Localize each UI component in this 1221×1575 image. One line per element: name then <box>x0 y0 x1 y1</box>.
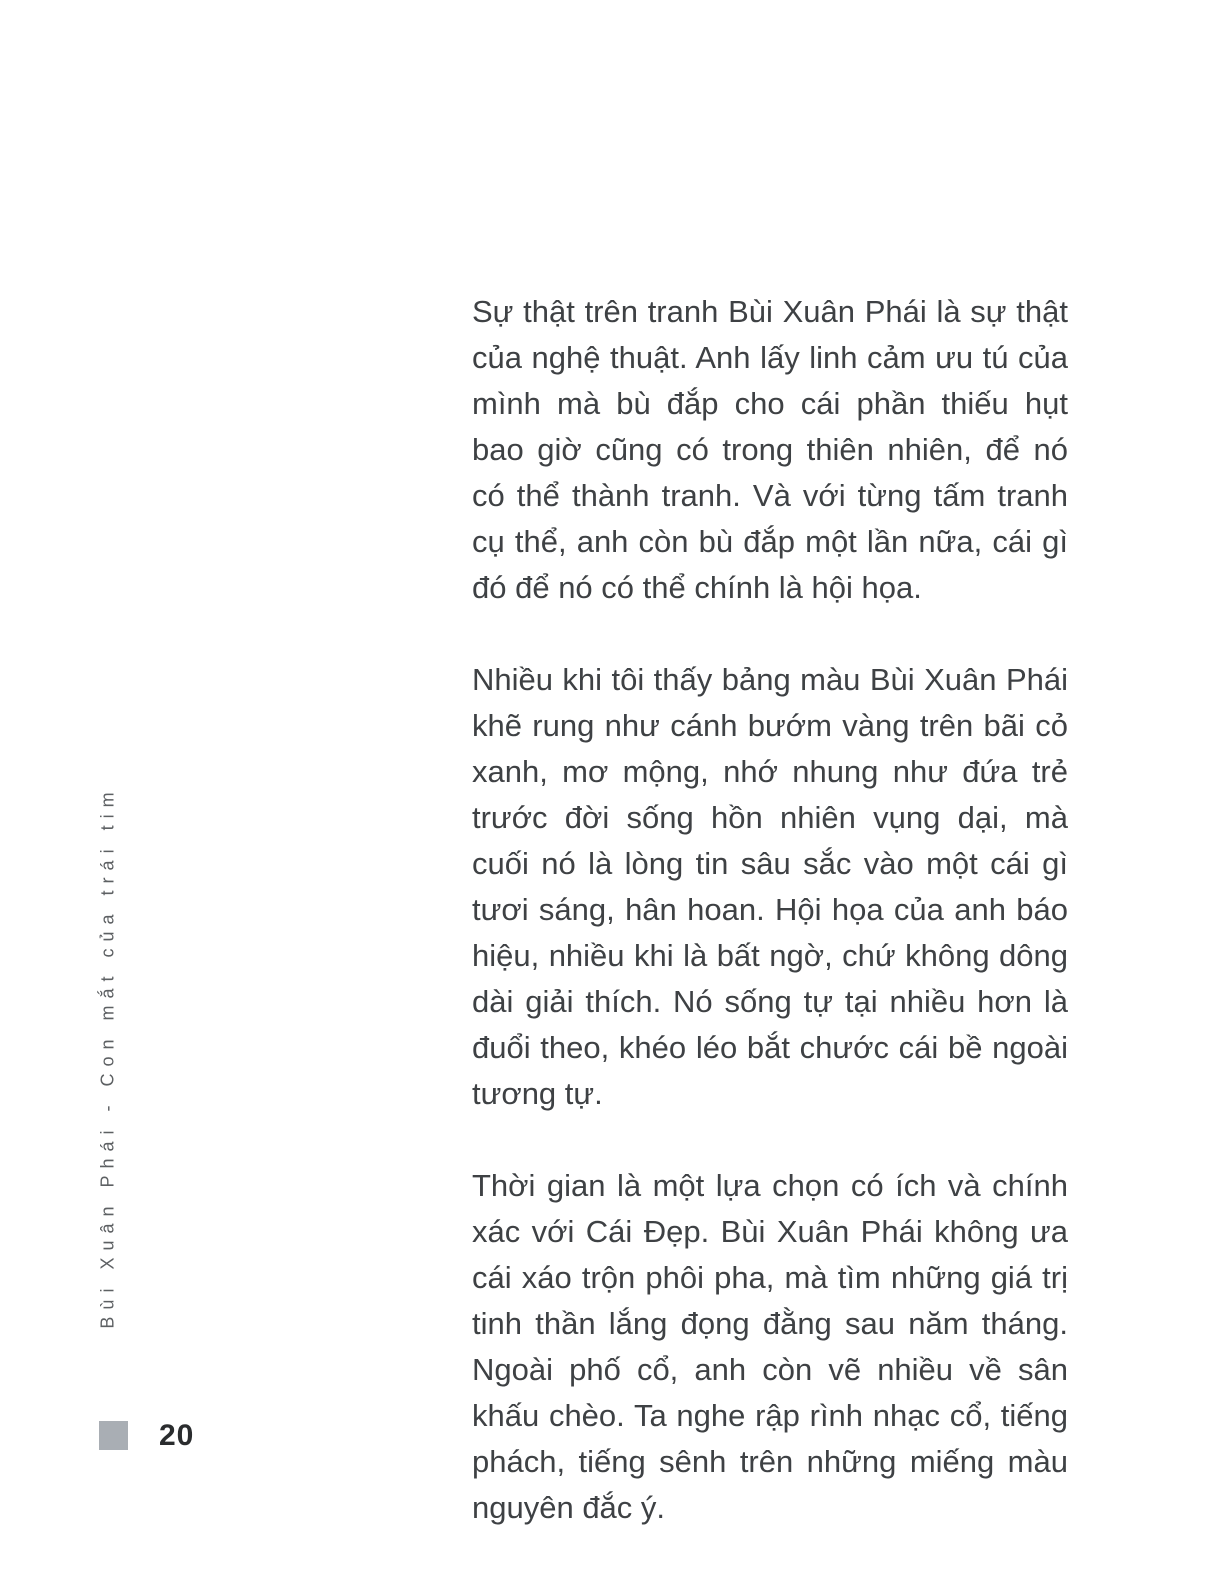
footer-decorative-square <box>99 1421 128 1450</box>
book-title-vertical: Bùi Xuân Phái - Con mắt của trái tim <box>97 785 118 1329</box>
body-text-block <box>472 289 1068 1531</box>
paragraph-3: Thời gian là một lựa chọn có ích và chính xác với Cái Đẹp. Bùi Xuân Phái không ưa cái xáo trộn phôi pha, mà tìm những giá trị tinh thần lắng đọng đằng sau năm tháng. Ngoài phố cổ, anh còn vẽ nhiều về sân khấu chèo. Ta nghe rập rình nhạc cổ, tiếng phách, tiếng sênh trên những miếng màu nguyên đắc ý. <box>472 1168 1068 1525</box>
paragraph-2: Nhiều khi tôi thấy bảng màu Bùi Xuân Phái khẽ rung như cánh bướm vàng trên bãi cỏ xanh, mơ mộng, nhớ nhung như đứa trẻ trước đời sống hồn nhiên vụng dại, mà cuối nó là lòng tin sâu sắc vào một cái gì tươi sáng, hân hoan. Hội họa của anh báo hiệu, nhiều khi là bất ngờ, chứ không dông dài giải thích. Nó sống tự tại nhiều hơn là đuổi theo, khéo léo bắt chước cái bề ngoài tương tự. <box>472 662 1068 1111</box>
page-footer <box>99 1421 194 1450</box>
page-number: 20 <box>159 1419 195 1452</box>
paragraph-1: Sự thật trên tranh Bùi Xuân Phái là sự thật của nghệ thuật. Anh lấy linh cảm ưu tú của mình mà bù đắp cho cái phần thiếu hụt bao giờ cũng có trong thiên nhiên, để nó có thể thành tranh. Và với từng tấm tranh cụ thể, anh còn bù đắp một lần nữa, cái gì đó để nó có thể chính là hội họa. <box>472 294 1068 605</box>
